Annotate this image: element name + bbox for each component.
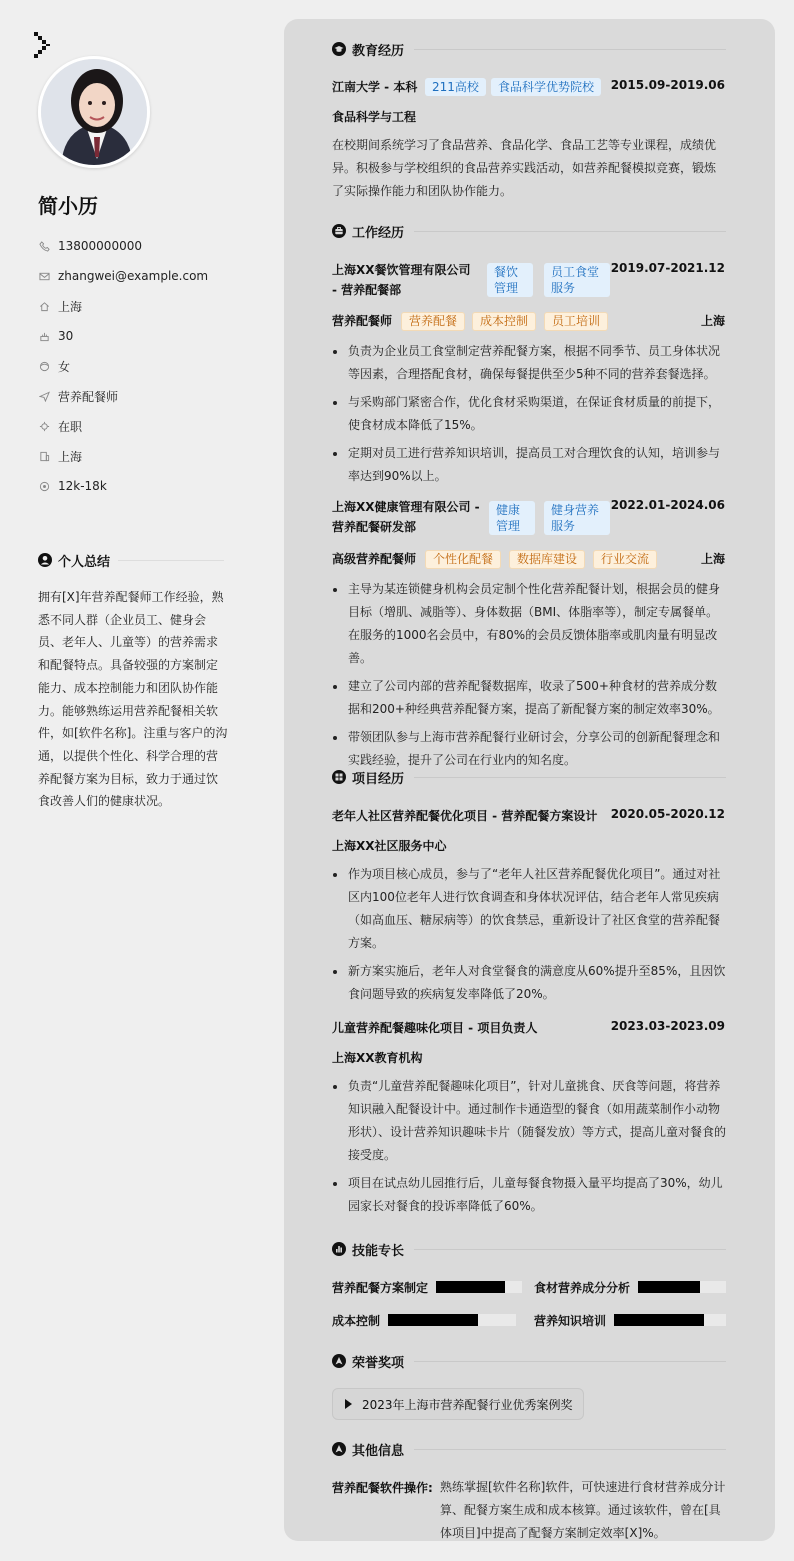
left-column <box>0 0 284 1561</box>
skill-fill <box>638 1281 700 1293</box>
skill-fill <box>436 1281 505 1293</box>
company-tag: 员工食堂服务 <box>544 263 610 297</box>
divider <box>414 1249 726 1250</box>
send-icon <box>38 390 50 402</box>
project-date: 2023.03-2023.09 <box>610 1019 725 1033</box>
skill-fill <box>388 1314 478 1326</box>
divider <box>414 1361 726 1362</box>
list-item: 定期对员工进行营养知识培训，提高员工对合理饮食的认知，培训参与率达到90%以上。 <box>332 442 726 488</box>
role-tag: 成本控制 <box>472 312 536 331</box>
salary-icon <box>38 480 50 492</box>
education-header <box>332 39 726 59</box>
job-city: 上海 <box>700 552 725 566</box>
gender-icon <box>38 360 50 372</box>
school-name: 江南大学 - 本科 <box>332 80 418 94</box>
project-org: 上海XX教育机构 <box>332 1051 423 1065</box>
work-title: 工作经历 <box>352 225 405 241</box>
skill-label: 食材营养成分分析 <box>534 1281 631 1295</box>
company-tag: 健身营养服务 <box>544 501 610 535</box>
job-date: 2022.01-2024.06 <box>610 498 725 512</box>
divider <box>414 49 726 50</box>
profile-name: 简小历 <box>38 194 98 218</box>
major: 食品科学与工程 <box>332 110 417 124</box>
bar-chart-icon <box>332 1242 346 1256</box>
list-item: 新方案实施后，老年人对食堂餐食的满意度从60%提升至85%，且因饮食问题导致的疾病复发率降低了20%。 <box>332 960 726 1006</box>
contact-salary: 12k-18k <box>38 471 268 501</box>
skill-label: 营养配餐方案制定 <box>332 1281 429 1295</box>
logo-icon <box>32 30 54 60</box>
status-icon <box>38 420 50 432</box>
skills-header <box>332 1239 726 1259</box>
awards-title: 荣誉奖项 <box>352 1355 405 1371</box>
other-title: 其他信息 <box>352 1443 405 1459</box>
role-tag: 行业交流 <box>593 550 657 569</box>
skill-bar <box>638 1281 726 1293</box>
summary-text: 拥有[X]年营养配餐师工作经验，熟悉不同人群（企业员工、健身会员、老年人、儿童等）的营养需求和配餐特点。具备较强的方案制定能力、成本控制能力和团队协作能力。能够熟练运用营养配餐相关软件，如[软件名称]。注重与客户的沟通，以提供个性化、科学合理的营养配餐方案为目标，致力于通过饮食改善人们的健康状况。 <box>38 590 228 809</box>
contact-gender: 女 <box>38 351 268 381</box>
role-tag: 员工培训 <box>544 312 608 331</box>
contact-phone: 13800000000 <box>38 231 268 261</box>
job-role: 营养配餐师 <box>332 314 393 328</box>
skill-label: 成本控制 <box>332 1314 381 1328</box>
main-panel <box>284 19 775 1541</box>
role-tag: 个性化配餐 <box>425 550 501 569</box>
company-tag: 健康管理 <box>489 501 535 535</box>
summary-header <box>38 550 224 570</box>
home-icon <box>38 300 50 312</box>
graduation-cap-icon <box>332 42 346 56</box>
education-title: 教育经历 <box>352 43 405 59</box>
list-item: 与采购部门紧密合作，优化食材采购渠道，在保证食材质量的前提下，使食材成本降低了15%。 <box>332 391 726 437</box>
role-tag: 营养配餐 <box>401 312 465 331</box>
divider <box>414 231 726 232</box>
avatar <box>38 56 150 168</box>
divider <box>414 777 726 778</box>
project-bullets <box>332 1075 726 1223</box>
contact-age: 30 <box>38 321 268 351</box>
skills-title: 技能专长 <box>352 1243 405 1259</box>
skill-bar <box>436 1281 522 1293</box>
mail-icon <box>38 270 50 282</box>
award-icon <box>332 1442 346 1456</box>
other-header <box>332 1439 726 1459</box>
company-name: 上海XX餐饮管理有限公司 - 营养配餐部 <box>332 263 471 297</box>
project-name: 儿童营养配餐趣味化项目 - 项目负责人 <box>332 1021 538 1035</box>
other-text: 熟练掌握[软件名称]软件，可快速进行食材营养成分计算、配餐方案生成和成本核算。通过该软件，曾在[具体项目]中提高了配餐方案制定效率[X]%。 <box>440 1480 726 1540</box>
job-date: 2019.07-2021.12 <box>610 261 725 275</box>
award-icon <box>332 1354 346 1368</box>
skill-bar <box>388 1314 516 1326</box>
contact-status: 在职 <box>38 411 268 441</box>
list-item: 项目在试点幼儿园推行后，儿童每餐食物摄入量平均提高了30%，幼儿园家长对餐食的投诉率降低了60%。 <box>332 1172 726 1218</box>
play-icon <box>345 1399 352 1409</box>
user-icon <box>38 553 52 567</box>
grid-icon <box>332 770 346 784</box>
list-item: 建立了公司内部的营养配餐数据库，收录了500+种食材的营养成分数据和200+种经典营养配餐方案，提高了新配餐方案的制定效率30%。 <box>332 675 726 721</box>
education-tag: 食品科学优势院校 <box>491 78 601 96</box>
education-description: 在校期间系统学习了食品营养、食品化学、食品工艺等专业课程，成绩优异。积极参与学校组织的食品营养实践活动，如营养配餐模拟竞赛，锻炼了实际操作能力和团队协作能力。 <box>332 138 717 198</box>
list-item: 带领团队参与上海市营养配餐行业研讨会，分享公司的创新配餐理念和实践经验，提升了公司在行业内的知名度。 <box>332 726 726 772</box>
project-org: 上海XX社区服务中心 <box>332 839 447 853</box>
job-bullets <box>332 578 726 777</box>
project-name: 老年人社区营养配餐优化项目 - 营养配餐方案设计 <box>332 809 598 823</box>
skill-label: 营养知识培训 <box>534 1314 607 1328</box>
company-name: 上海XX健康管理有限公司 - 营养配餐研发部 <box>332 500 480 534</box>
summary-title: 个人总结 <box>58 554 111 570</box>
education-tag: 211高校 <box>425 78 486 96</box>
job-role: 高级营养配餐师 <box>332 552 417 566</box>
role-tag: 数据库建设 <box>509 550 585 569</box>
company-tag: 餐饮管理 <box>487 263 533 297</box>
divider <box>118 560 224 561</box>
contact-location: 上海 <box>38 291 268 321</box>
project-date: 2020.05-2020.12 <box>610 807 725 821</box>
award-label: 2023年上海市营养配餐行业优秀案例奖 <box>362 1397 573 1412</box>
phone-icon <box>38 240 50 252</box>
list-item: 作为项目核心成员，参与了“老年人社区营养配餐优化项目”。通过对社区内100位老年人进行饮食调查和身体状况评估，结合老年人常见疾病（如高血压、糖尿病等）的饮食禁忌，重新设计了社区食堂的营养配餐方案。 <box>332 863 726 955</box>
award-item[interactable] <box>332 1388 584 1420</box>
skill-fill <box>614 1314 704 1326</box>
education-date: 2015.09-2019.06 <box>610 78 725 92</box>
contact-email: zhangwei@example.com <box>38 261 268 291</box>
contact-city: 上海 <box>38 441 268 471</box>
job-bullets <box>332 340 726 493</box>
other-label: 营养配餐软件操作: <box>332 1481 433 1495</box>
briefcase-icon <box>332 224 346 238</box>
list-item: 负责“儿童营养配餐趣味化项目”，针对儿童挑食、厌食等问题，将营养知识融入配餐设计中。通过制作卡通造型的餐食（如用蔬菜制作小动物形状）、设计营养知识趣味卡片（随餐发放）等方式，提高儿童对餐食的接受度。 <box>332 1075 726 1167</box>
divider <box>414 1449 726 1450</box>
list-item: 负责为企业员工食堂制定营养配餐方案，根据不同季节、员工身体状况等因素，合理搭配食材，确保每餐提供至少5种不同的营养套餐选择。 <box>332 340 726 386</box>
contact-list <box>38 231 268 501</box>
list-item: 主导为某连锁健身机构会员定制个性化营养配餐计划，根据会员的健身目标（增肌、减脂等）、身体数据（BMI、体脂率等），制定专属餐单。在服务的1000名会员中，有80%的会员反馈体脂率或肌肉量有明显改善。 <box>332 578 726 670</box>
work-header <box>332 221 726 241</box>
project-bullets <box>332 863 726 1011</box>
projects-header <box>332 767 726 787</box>
projects-title: 项目经历 <box>352 771 405 787</box>
cake-icon <box>38 330 50 342</box>
contact-position: 营养配餐师 <box>38 381 268 411</box>
skill-bar <box>614 1314 726 1326</box>
job-city: 上海 <box>700 314 725 328</box>
building-icon <box>38 450 50 462</box>
awards-header <box>332 1351 726 1371</box>
